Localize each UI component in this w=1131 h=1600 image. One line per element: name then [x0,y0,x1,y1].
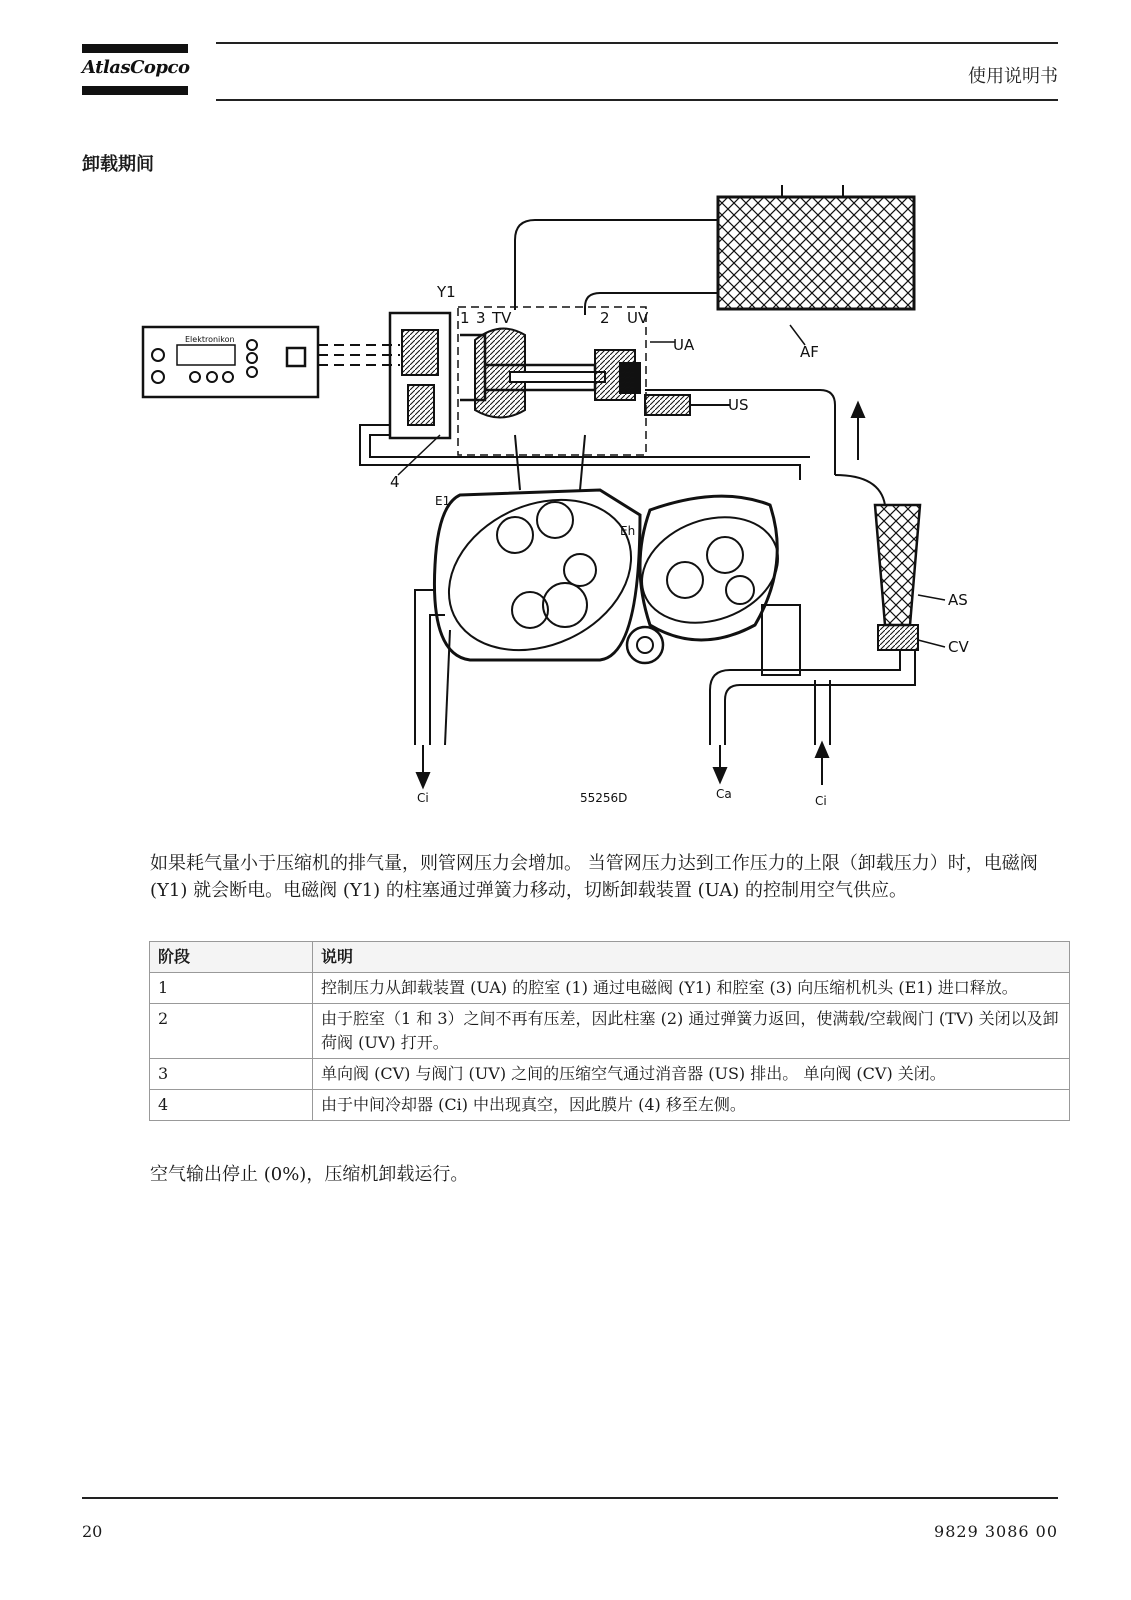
label-eh: Eh [620,524,636,538]
table-header-row [150,942,1070,973]
separator-as [875,505,920,625]
atlas-copco-logo [82,44,188,98]
description-cell: 由于中间冷却器 (Ci) 中出现真空，因此膜片 (4) 移至左侧。 [313,1090,1070,1121]
stage-cell: 3 [150,1059,313,1090]
section-heading: 卸载期间 [82,154,154,175]
description-cell: 由于腔室（1 和 3）之间不再有压差，因此柱塞 (2) 通过弹簧力返回，使满载/空载阀门 (TV) 关闭以及卸荷阀 (UV) 打开。 [313,1004,1070,1059]
label-us: US [728,396,749,414]
document-number: 9829 3086 00 [934,1522,1058,1541]
header-description: 说明 [313,942,1070,973]
header-title: 使用说明书 [968,66,1058,87]
logo-text: AtlasCopco [82,57,190,78]
footer-rule [82,1497,1058,1499]
label-e1: E1 [435,494,451,508]
description-cell: 单向阀 (CV) 与阀门 (UV) 之间的压缩空气通过消音器 (US) 排出。 单向阀 (CV) 关闭。 [313,1059,1070,1090]
logo-bar-top [82,44,188,53]
air-filter [718,197,914,309]
label-ua: UA [673,336,695,354]
controller-label: Elektronikon [185,335,235,344]
label-ci-left: Ci [417,791,429,805]
stage-cell: 4 [150,1090,313,1121]
label-y1: Y1 [437,283,456,301]
header-rule-top [216,42,1058,44]
table-row [150,1004,1070,1059]
stage-cell: 2 [150,1004,313,1059]
label-ci-right: Ci [815,794,827,808]
label-cv: CV [948,638,969,656]
page-number: 20 [82,1522,103,1541]
label-as: AS [948,591,968,609]
table-row [150,1090,1070,1121]
label-af: AF [800,343,819,361]
logo-bar-bottom [82,86,188,95]
table-row [150,1059,1070,1090]
figure-code: 55256D [580,791,628,805]
header-rule-bottom [216,99,1058,101]
label-tv: TV [492,309,512,327]
conclusion-text: 空气输出停止 (0%)，压缩机卸载运行。 [150,1164,469,1185]
label-4: 4 [390,473,400,491]
stage-table [149,941,1070,1121]
check-valve-cv [878,625,918,650]
label-3: 3 [476,309,486,327]
stage-cell: 1 [150,973,313,1004]
label-uv: UV [627,309,649,327]
unloading-diagram [140,185,1020,825]
label-1: 1 [460,309,470,327]
label-2: 2 [600,309,610,327]
header-stage: 阶段 [150,942,313,973]
table-row [150,973,1070,1004]
silencer-us [645,395,690,415]
label-ca: Ca [716,787,732,801]
description-cell: 控制压力从卸载装置 (UA) 的腔室 (1) 通过电磁阀 (Y1) 和腔室 (3) 向压缩机机头 (E1) 进口释放。 [313,973,1070,1004]
intro-paragraph: 如果耗气量小于压缩机的排气量，则管网压力会增加。 当管网压力达到工作压力的上限（卸载压力）时，电磁阀 (Y1) 就会断电。电磁阀 (Y1) 的柱塞通过弹簧力移动，切断卸载装置 (UA) 的控制用空气供应。 [150,853,1038,901]
